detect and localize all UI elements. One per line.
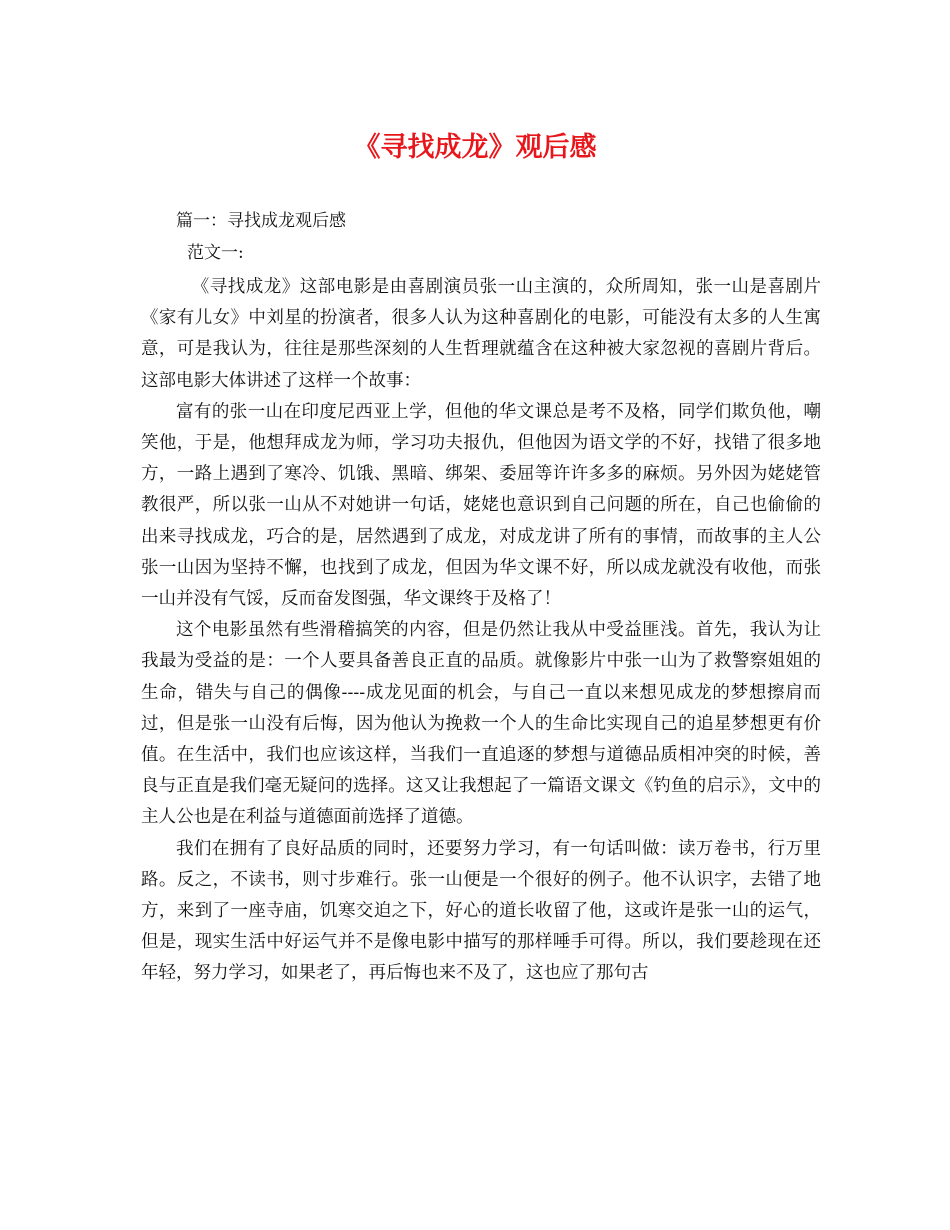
paragraph-1: 《寻找成龙》这部电影是由喜剧演员张一山主演的，众所周知，张一山是喜剧片《家有儿女》中刘星的扮演者，很多人认为这种喜剧化的电影，可能没有太多的人生寓意，可是我认为，往往是那些深刻的人生哲理就蕴含在这种被大家忽视的喜剧片背后。这部电影大体讲述了这样一个故事： — [141, 277, 821, 391]
sub-heading: 范文一: — [187, 243, 244, 263]
paragraph-3: 这个电影虽然有些滑稽搞笑的内容，但是仍然让我从中受益匪浅。首先，我认为让我最为受益的是：一个人要具备善良正直的品质。就像影片中张一山为了救警察姐姐的生命，错失与自己的偶像----成龙见面的机会，与自己一直以来想见成龙的梦想擦肩而过，但是张一山没有后悔，因为他认为挽救一个人的生命比实现自己的追星梦想更有价值。在生活中，我们也应该这样，当我们一直追逐的梦想与道德品质相冲突的时候，善良与正直是我们毫无疑问的选择。这又让我想起了一篇语文课文《钓鱼的启示》，文中的主人公也是在利益与道德面前选择了道德。 — [141, 620, 821, 828]
paragraph-4: 我们在拥有了良好品质的同时，还要努力学习，有一句话叫做：读万卷书，行万里路。反之，不读书，则寸步难行。张一山便是一个很好的例子。他不认识字，去错了地方，来到了一座寺庙，饥寒交迫之下，好心的道长收留了他，这或许是张一山的运气，但是，现实生活中好运气并不是像电影中描写的那样唾手可得。所以，我们要趁现在还年轻，努力学习，如果老了，再后悔也来不及了，这也应了那句古 — [141, 838, 821, 984]
document-title: 《寻找成龙》观后感 — [353, 132, 597, 163]
section-heading: 篇一：寻找成龙观后感 — [176, 211, 346, 231]
document-body — [141, 272, 821, 990]
paragraph-2: 富有的张一山在印度尼西亚上学，但他的华文课总是考不及格，同学们欺负他，嘲笑他，于是，他想拜成龙为师，学习功夫报仇，但他因为语文学的不好，找错了很多地方，一路上遇到了寒冷、饥饿、黑暗、绑架、委屈等许许多多的麻烦。另外因为姥姥管教很严，所以张一山从不对她讲一句话，姥姥也意识到自己问题的所在，自己也偷偷的出来寻找成龙，巧合的是，居然遇到了成龙，对成龙讲了所有的事情，而故事的主人公张一山因为坚持不懈，也找到了成龙，但因为华文课不好，所以成龙就没有收他，而张一山并没有气馁，反而奋发图强，华文课终于及格了！ — [141, 401, 821, 610]
